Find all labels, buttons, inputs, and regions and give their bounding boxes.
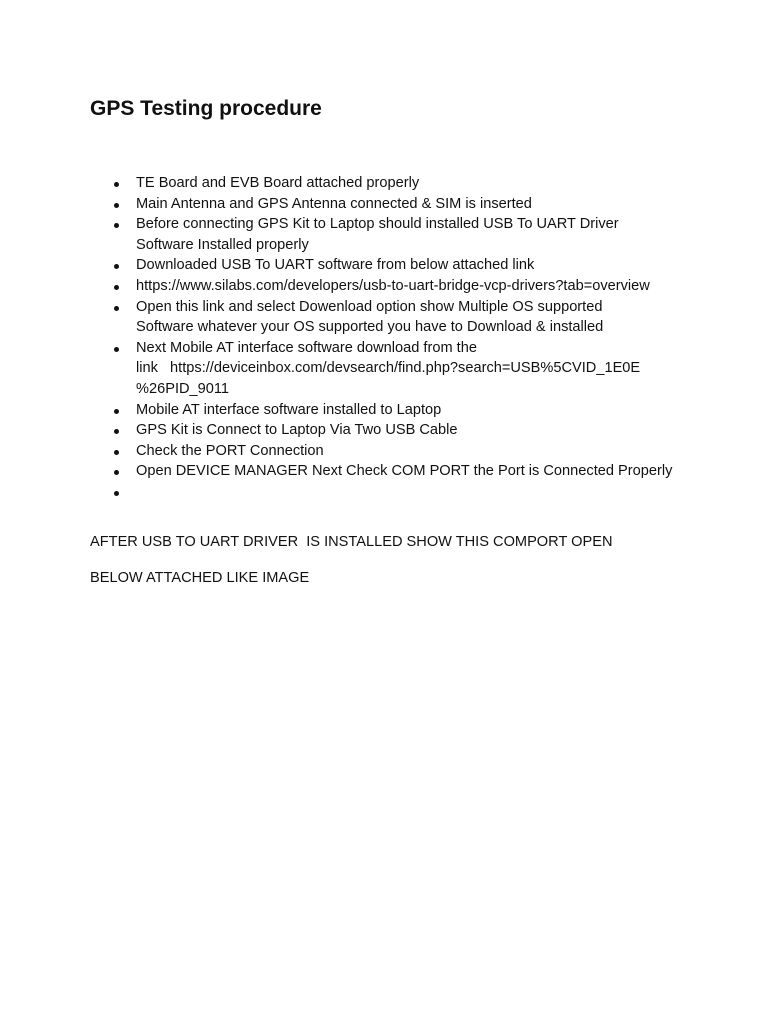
bullet-icon bbox=[114, 306, 119, 311]
list-item bbox=[90, 214, 730, 255]
list-item bbox=[90, 400, 730, 421]
document-title: GPS Testing procedure bbox=[90, 97, 322, 120]
list-item-text: Check the PORT Connection bbox=[136, 442, 324, 459]
list-item-text: GPS Kit is Connect to Laptop Via Two USB Cable bbox=[136, 422, 458, 439]
list-item bbox=[90, 173, 730, 194]
bullet-icon bbox=[114, 491, 119, 496]
list-item-text: Before connecting GPS Kit to Laptop should installed USB To UART Driver bbox=[136, 216, 619, 233]
list-item bbox=[90, 194, 730, 215]
list-item-text: TE Board and EVB Board attached properly bbox=[136, 175, 420, 191]
bullet-icon bbox=[114, 470, 119, 475]
list-item-continuation: Software whatever your OS supported you have to Download & installed bbox=[136, 319, 604, 336]
list-item bbox=[90, 461, 730, 482]
list-item-text: Downloaded USB To UART software from below attached link bbox=[136, 257, 535, 274]
bullet-icon bbox=[114, 409, 119, 414]
list-item-text: Main Antenna and GPS Antenna connected & SIM is inserted bbox=[136, 195, 532, 212]
list-item bbox=[90, 420, 730, 441]
list-item-continuation: %26PID_9011 bbox=[136, 380, 230, 397]
list-item-continuation: Software Installed properly bbox=[136, 236, 309, 253]
bullet-icon bbox=[114, 203, 119, 208]
list-item bbox=[90, 441, 730, 462]
list-item-text: Mobile AT interface software installed to Laptop bbox=[136, 401, 442, 418]
list-item-text: Open this link and select Dowenload option show Multiple OS supported bbox=[136, 298, 603, 315]
bullet-icon bbox=[114, 223, 119, 228]
attached-image-paragraph: BELOW ATTACHED LIKE IMAGE bbox=[90, 570, 310, 586]
bullet-icon bbox=[114, 285, 119, 290]
bullet-icon bbox=[114, 182, 119, 187]
list-item bbox=[90, 297, 730, 338]
procedure-list bbox=[90, 173, 730, 503]
list-item bbox=[90, 276, 730, 297]
bullet-icon bbox=[114, 429, 119, 434]
list-item-text: Open DEVICE MANAGER Next Check COM PORT the Port is Connected Properly bbox=[136, 463, 673, 480]
list-item-text: Next Mobile AT interface software download from the bbox=[136, 339, 477, 356]
list-item bbox=[90, 255, 730, 276]
list-item bbox=[90, 338, 730, 400]
silabs-link-text: https://www.silabs.com/developers/usb-to-uart-bridge-vcp-drivers?tab=overview bbox=[136, 277, 650, 294]
bullet-icon bbox=[114, 450, 119, 455]
bullet-icon bbox=[114, 347, 119, 352]
deviceinbox-link-text: link https://deviceinbox.com/devsearch/find.php?search=USB%5CVID_1E0E bbox=[136, 360, 641, 377]
list-item-empty bbox=[90, 482, 730, 503]
bullet-icon bbox=[114, 264, 119, 269]
comport-note-paragraph: AFTER USB TO UART DRIVER IS INSTALLED SHOW THIS COMPORT OPEN bbox=[90, 534, 613, 550]
